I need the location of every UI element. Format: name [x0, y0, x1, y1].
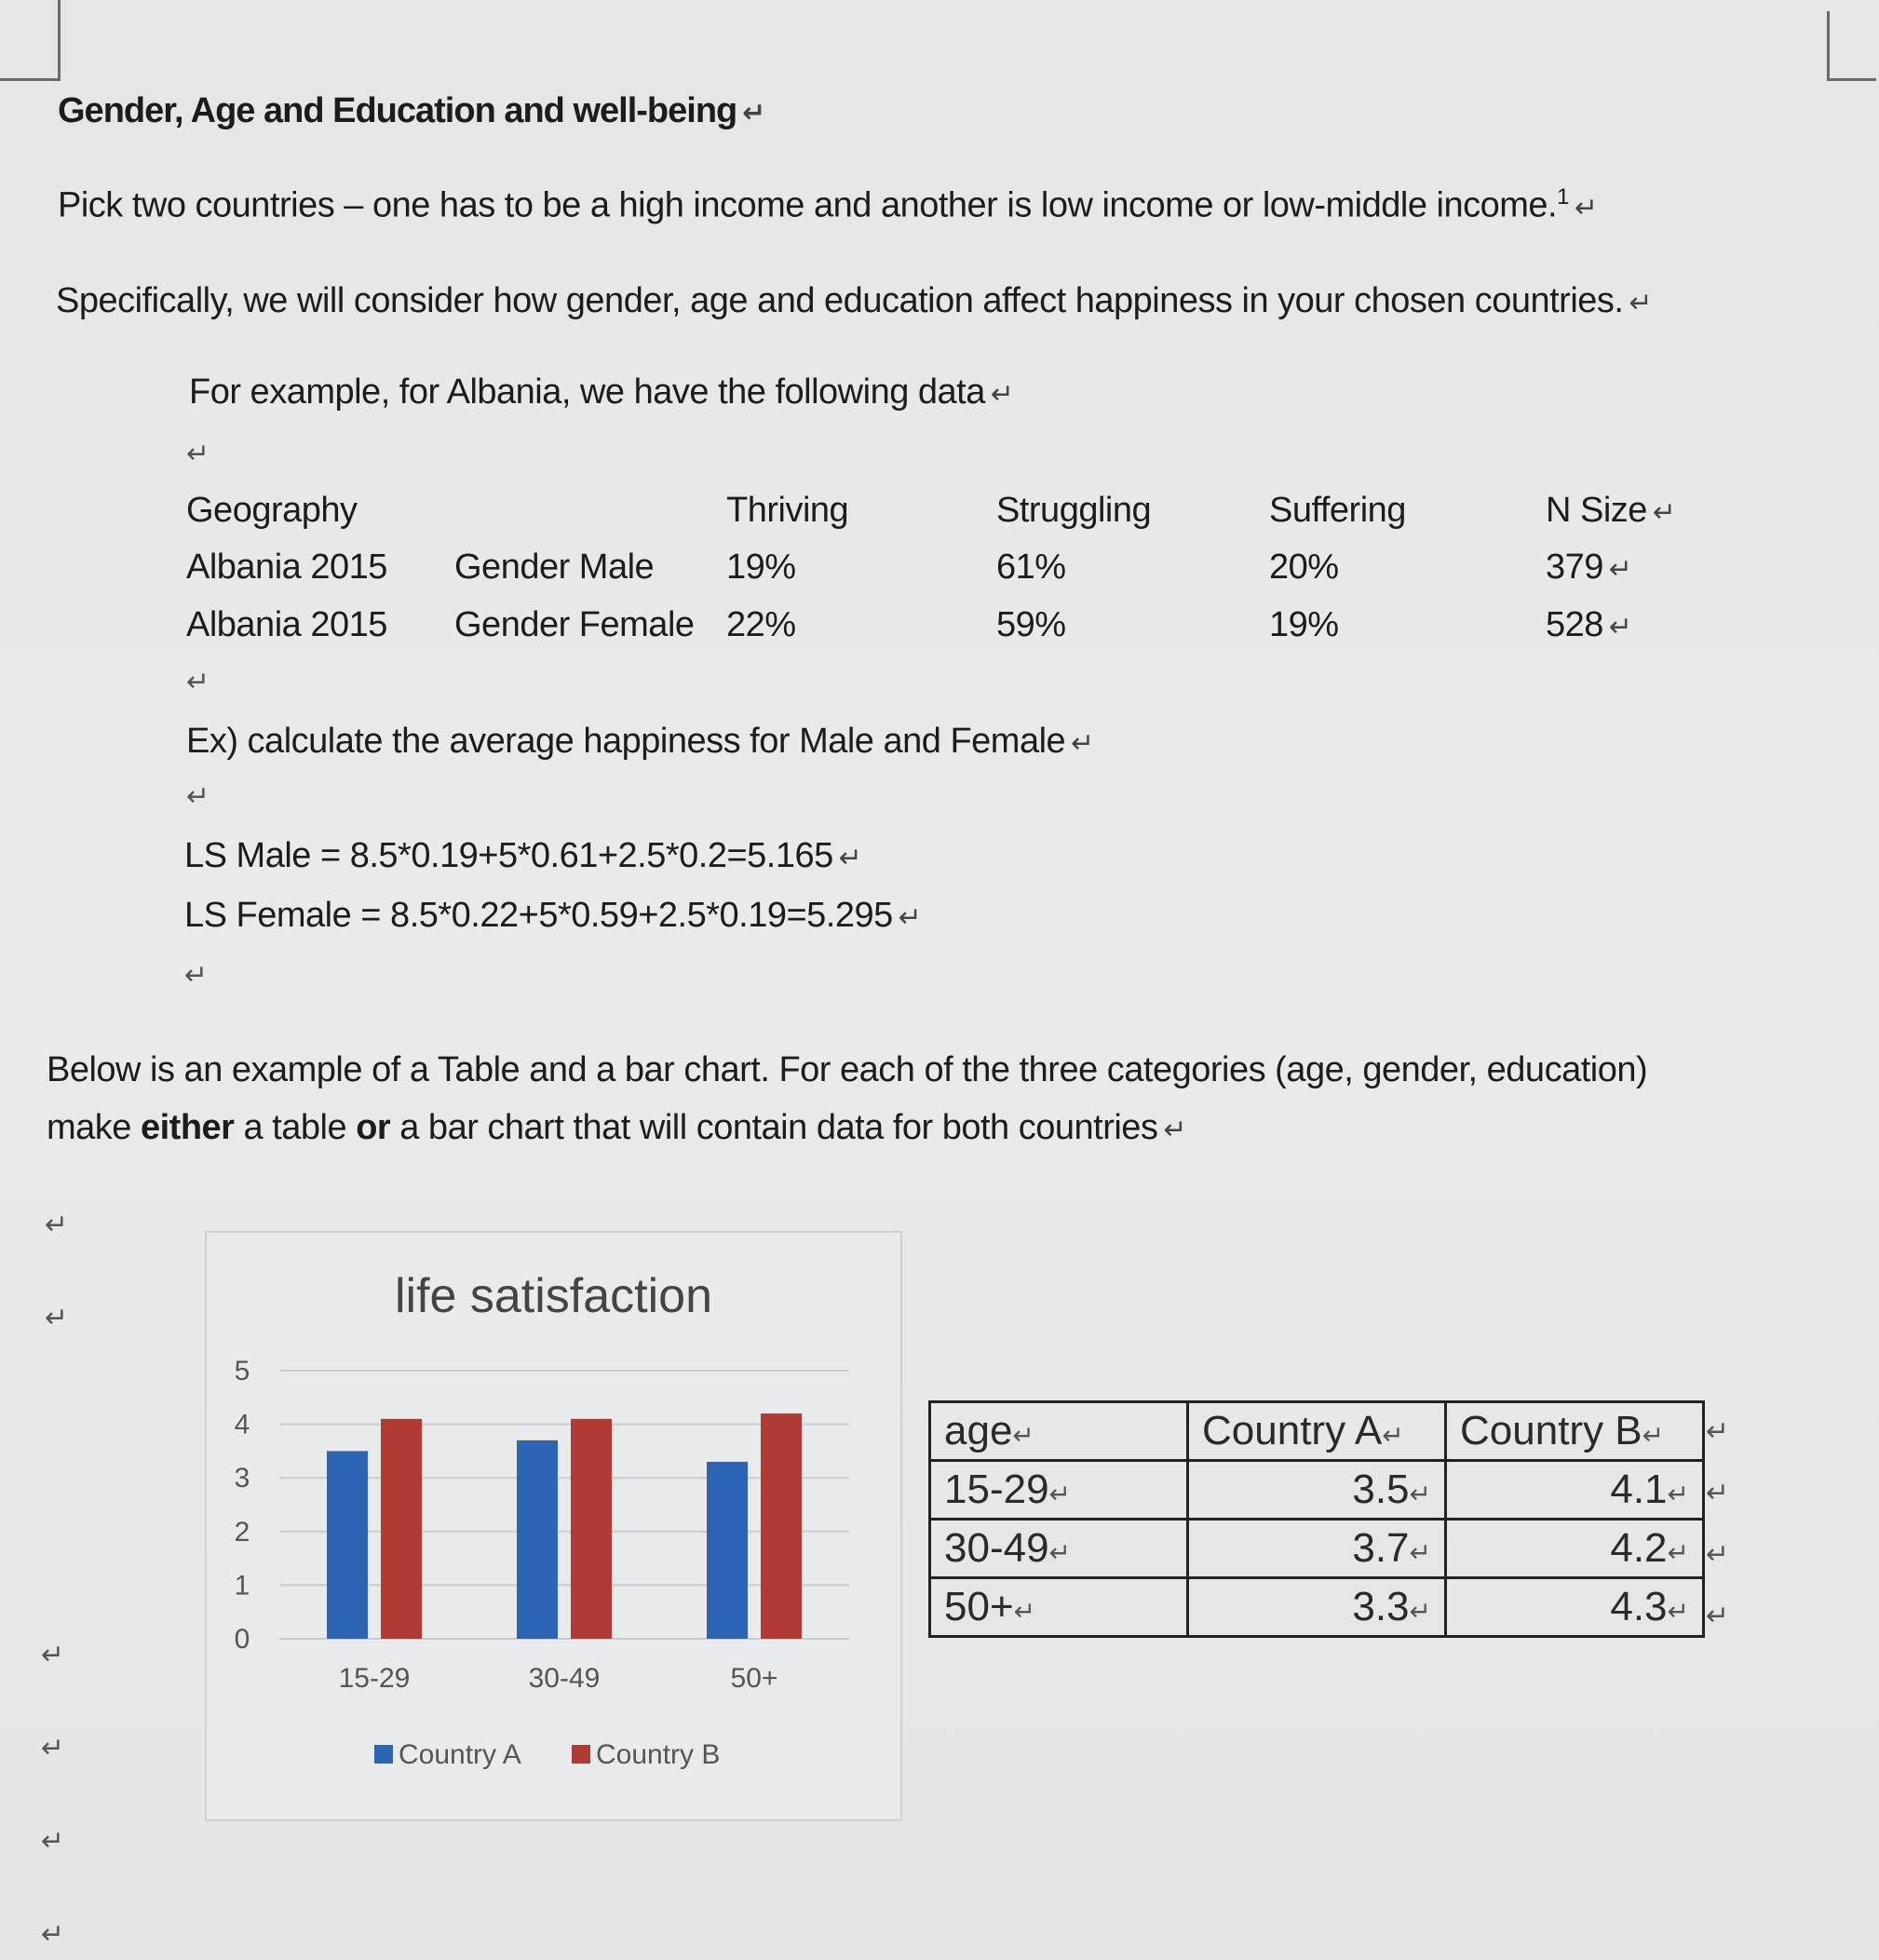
- age-table: [928, 1400, 1705, 1638]
- age-table-header-row: [930, 1402, 1704, 1461]
- y-tick-label: 4: [234, 1409, 250, 1440]
- life-satisfaction-chart: [205, 1231, 902, 1821]
- row1-geography: Albania 2015: [186, 547, 387, 587]
- row1-struggling: 61%: [996, 547, 1066, 587]
- legend-swatch: [374, 1745, 393, 1764]
- chart-title: life satisfaction: [394, 1269, 713, 1323]
- paragraph-mark: ↵: [45, 1303, 69, 1333]
- table-row: [930, 1578, 1704, 1637]
- margin-corner-top-left: [0, 0, 61, 81]
- row-end-mark: ↵: [1706, 1539, 1730, 1570]
- paragraph-mark: ↵: [41, 1640, 65, 1670]
- country-b-cell: 4.1↵: [1446, 1461, 1704, 1520]
- row2-thriving: 22%: [726, 605, 796, 644]
- age-cell: 15-29↵: [930, 1461, 1188, 1520]
- country-a-cell: 3.5↵: [1188, 1461, 1446, 1520]
- x-tick-label: 30-49: [528, 1663, 601, 1694]
- row1-n-size: 379 ↵: [1546, 547, 1632, 587]
- legend-label: Country A: [399, 1739, 521, 1770]
- para-specifically: Specifically, we will consider how gender, age and education affect happiness in your chosen countries. ↵: [56, 281, 1653, 320]
- row2-geography: Albania 2015: [186, 605, 387, 644]
- x-tick-label: 50+: [730, 1663, 778, 1694]
- bar-country-a: [327, 1451, 368, 1639]
- row2-suffering: 19%: [1269, 605, 1339, 644]
- bar-country-b: [761, 1413, 802, 1639]
- country-b-header: Country B↵: [1446, 1402, 1704, 1461]
- formula-ls-male: LS Male = 8.5*0.19+5*0.61+2.5*0.2=5.165 ↵: [184, 836, 862, 875]
- row-end-mark: ↵: [1706, 1601, 1730, 1631]
- row1-suffering: 20%: [1269, 547, 1339, 587]
- header-thriving: Thriving: [726, 491, 849, 530]
- below-text-line2: make either a table or a bar chart that will contain data for both countries ↵: [47, 1108, 1187, 1147]
- paragraph-mark: ↵: [186, 667, 210, 697]
- formula-ls-female: LS Female = 8.5*0.22+5*0.59+2.5*0.19=5.295 ↵: [184, 896, 922, 935]
- y-tick-label: 3: [234, 1463, 250, 1494]
- bar-country-a: [517, 1440, 558, 1639]
- header-struggling: Struggling: [996, 491, 1152, 530]
- below-text-line1: Below is an example of a Table and a bar chart. For each of the three categories (age, gender, education): [47, 1050, 1648, 1089]
- country-a-header: Country A↵: [1188, 1402, 1446, 1461]
- country-b-cell: 4.3↵: [1446, 1578, 1704, 1637]
- legend-swatch: [572, 1745, 590, 1764]
- paragraph-mark: ↵: [41, 1919, 65, 1950]
- paragraph-mark: ↵: [41, 1733, 65, 1764]
- row-end-mark: ↵: [1706, 1416, 1730, 1447]
- footnote-ref: 1: [1557, 184, 1569, 210]
- age-header: age↵: [930, 1402, 1188, 1461]
- row2-gender: Gender Female: [454, 605, 695, 644]
- margin-corner-top-right: [1827, 11, 1876, 81]
- row1-gender: Gender Male: [454, 547, 655, 587]
- bar-country-a: [707, 1462, 748, 1639]
- heading: Gender, Age and Education and well-being ↵: [58, 91, 765, 130]
- bar-country-b: [571, 1419, 612, 1639]
- table-row: [930, 1461, 1704, 1520]
- header-n-size: N Size ↵: [1546, 491, 1676, 530]
- header-geography: Geography: [186, 491, 358, 530]
- paragraph-mark: ↵: [186, 439, 210, 469]
- age-cell: 50+↵: [930, 1578, 1188, 1637]
- paragraph-mark: ↵: [184, 960, 209, 991]
- y-tick-label: 2: [234, 1516, 250, 1548]
- row2-n-size: 528 ↵: [1546, 605, 1632, 644]
- table-row: [930, 1520, 1704, 1578]
- row-end-mark: ↵: [1706, 1478, 1730, 1508]
- country-a-cell: 3.3↵: [1188, 1578, 1446, 1637]
- exercise-text: Ex) calculate the average happiness for Male and Female ↵: [186, 722, 1094, 761]
- age-cell: 30-49↵: [930, 1520, 1188, 1578]
- y-tick-label: 1: [234, 1570, 250, 1602]
- chart-plot: [207, 1233, 900, 1819]
- paragraph-mark: ↵: [45, 1210, 69, 1240]
- header-suffering: Suffering: [1269, 491, 1406, 530]
- legend-label: Country B: [596, 1739, 721, 1770]
- y-tick-label: 5: [234, 1356, 250, 1386]
- paragraph-mark: ↵: [186, 781, 210, 812]
- bar-country-b: [381, 1419, 422, 1639]
- country-b-cell: 4.2↵: [1446, 1520, 1704, 1578]
- row2-struggling: 59%: [996, 605, 1066, 644]
- row1-thriving: 19%: [726, 547, 796, 587]
- para-pick-countries: Pick two countries – one has to be a high income and another is low income or low-middle income.$^1$ ↵: [58, 184, 1598, 225]
- country-a-cell: 3.7↵: [1188, 1520, 1446, 1578]
- x-tick-label: 15-29: [338, 1663, 411, 1694]
- example-intro: For example, for Albania, we have the following data ↵: [189, 372, 1014, 412]
- paragraph-mark: ↵: [41, 1826, 65, 1857]
- y-tick-label: 0: [234, 1624, 250, 1655]
